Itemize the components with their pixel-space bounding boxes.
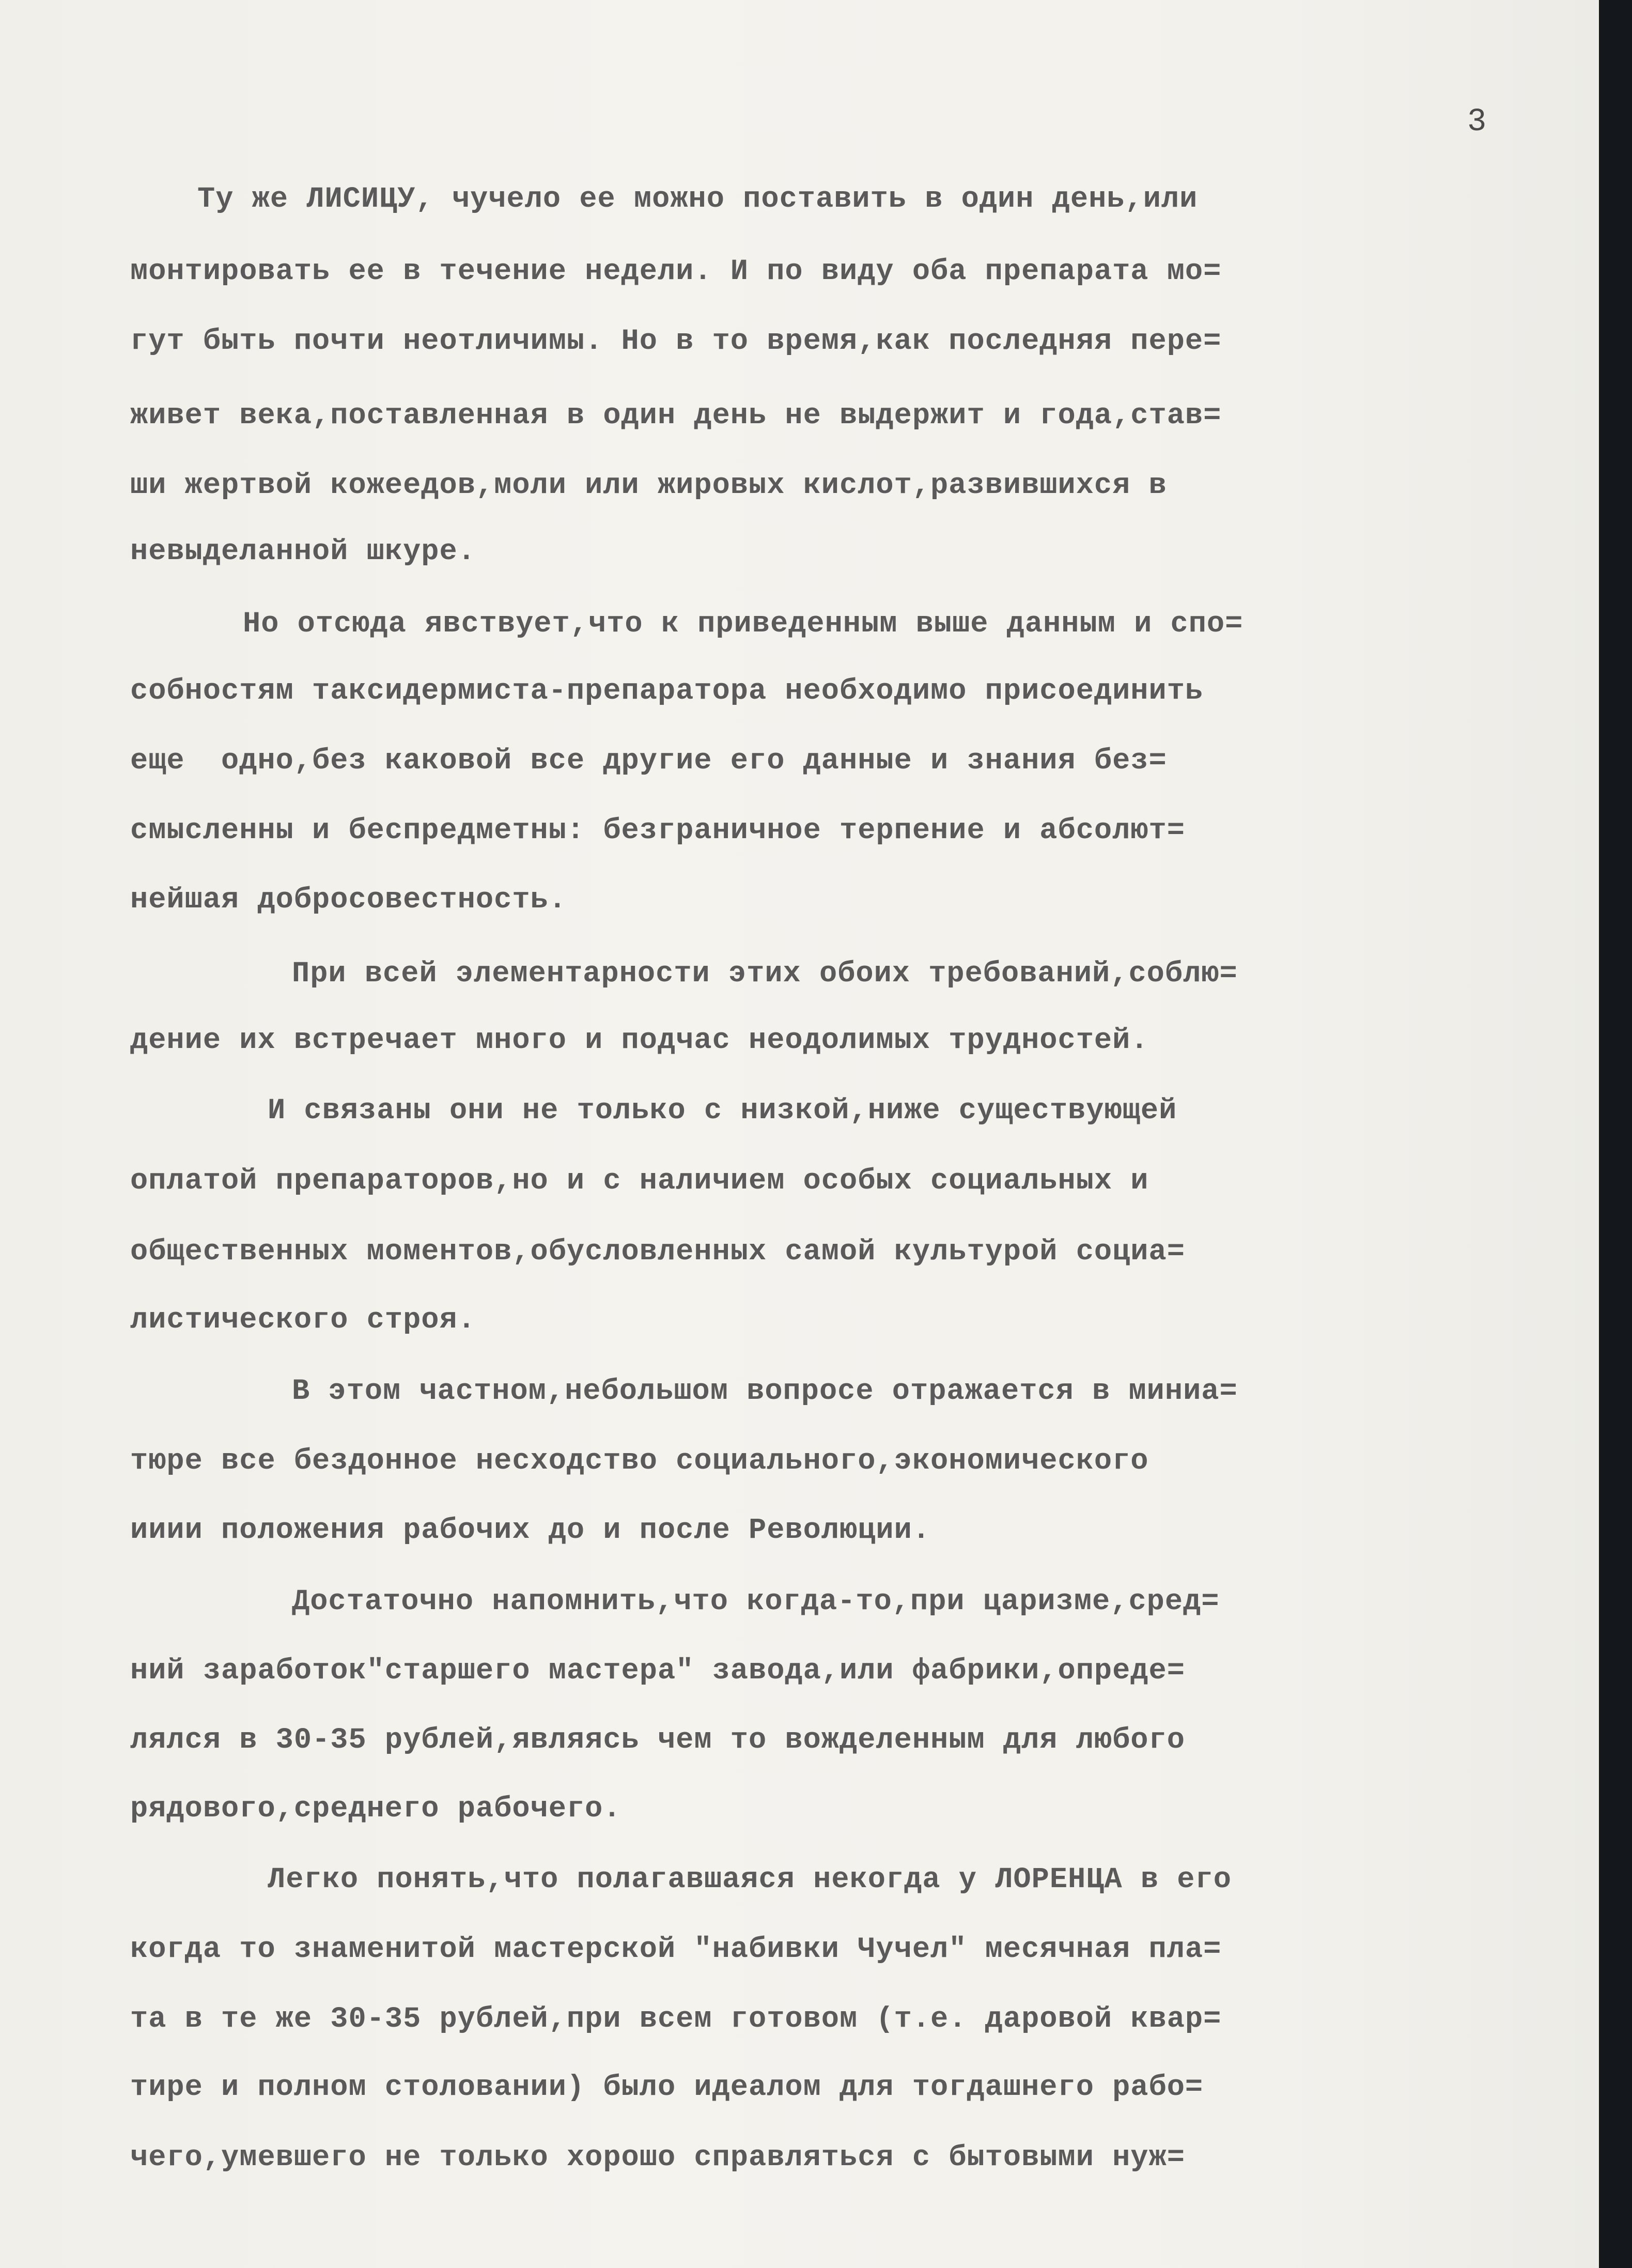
text-line: тюре все бездонное несходство социального,экономического — [130, 1445, 1149, 1478]
text-line: нейшая добросовестность. — [130, 884, 567, 917]
text-line: общественных моментов,обусловленных самой культурой социа= — [130, 1236, 1185, 1269]
text-line: еще одно,без каковой все другие его данные и знания без= — [130, 745, 1167, 778]
text-line: При всей элементарности этих обоих требований,соблю= — [292, 958, 1238, 991]
text-line: ши жертвой кожеедов,моли или жировых кислот,развившихся в — [130, 469, 1167, 502]
text-line: ииии положения рабочих до и после Революции. — [130, 1514, 931, 1547]
text-line: И связаны они не только с низкой,ниже существующей — [268, 1094, 1177, 1128]
text-line: Легко понять,что полагавшаяся некогда у ЛОРЕНЦА в его — [268, 1863, 1232, 1896]
text-line: лялся в 30-35 рублей,являясь чем то вожделенным для любого — [130, 1724, 1185, 1757]
text-line: Достаточно напомнить,что когда-то,при царизме,сред= — [292, 1585, 1220, 1618]
text-line: листического строя. — [130, 1304, 476, 1337]
page-number: 3 — [1467, 103, 1487, 140]
text-line: смысленны и беспредметны: безграничное терпение и абсолют= — [130, 814, 1185, 847]
text-line: В этом частном,небольшом вопросе отражается в миниа= — [292, 1375, 1238, 1408]
text-line: собностям таксидермиста-препаратора необходимо присоединить — [130, 675, 1204, 708]
text-line: ний заработок"старшего мастера" завода,или фабрики,опреде= — [130, 1655, 1185, 1688]
text-line: когда то знаменитой мастерской "набивки Чучел" месячная пла= — [130, 1933, 1222, 1966]
background-edge — [1599, 0, 1632, 2268]
text-line: монтировать ее в течение недели. И по виду оба препарата мо= — [130, 255, 1222, 288]
text-line: Но отсюда явствует,что к приведенным выше данным и спо= — [243, 608, 1244, 641]
text-line: живет века,поставленная в один день не выдержит и года,став= — [130, 399, 1222, 433]
text-line: гут быть почти неотличимы. Но в то время,как последняя пере= — [130, 325, 1222, 358]
text-line: та в те же 30-35 рублей,при всем готовом (т.е. даровой квар= — [130, 2003, 1222, 2036]
text-line: оплатой препараторов,но и с наличием особых социальных и — [130, 1165, 1149, 1198]
text-line: невыделанной шкуре. — [130, 535, 476, 568]
text-line: рядового,среднего рабочего. — [130, 1793, 621, 1826]
text-line: Ту же ЛИСИЦУ, чучело ее можно поставить в один день,или — [197, 183, 1198, 216]
text-line: тире и полном столовании) было идеалом для тогдашнего рабо= — [130, 2071, 1204, 2104]
text-line: дение их встречает много и подчас неодолимых трудностей. — [130, 1024, 1149, 1057]
text-line: чего,умевшего не только хорошо справляться с бытовыми нуж= — [130, 2141, 1185, 2174]
